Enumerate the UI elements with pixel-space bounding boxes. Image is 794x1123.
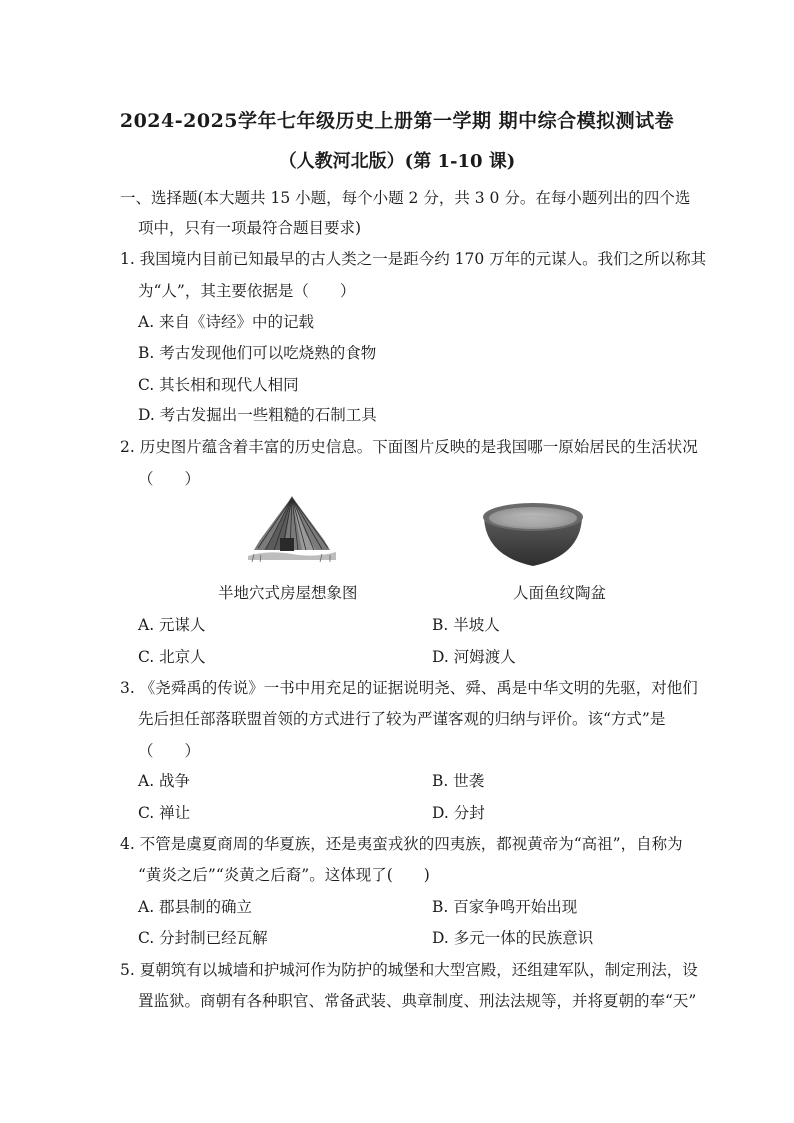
question-2-option-d: D. 河姆渡人 <box>432 648 516 666</box>
question-3-option-b: B. 世袭 <box>432 772 485 790</box>
question-3-stem-cont-2: （ ） <box>138 742 201 760</box>
exam-title: 2024-2025学年七年级历史上册第一学期 期中综合模拟测试卷 <box>119 110 675 132</box>
question-4-option-c: C. 分封制已经瓦解 <box>138 929 268 947</box>
question-3-stem: 3. 《尧舜禹的传说》一书中用充足的证据说明尧、舜、禹是中华文明的先驱，对他们 <box>120 679 698 697</box>
question-1-option-d: D. 考古发掘出一些粗糙的石制工具 <box>138 406 377 424</box>
section-heading-cont: 项中，只有一项最符合题目要求) <box>138 219 362 237</box>
question-3-option-d: D. 分封 <box>432 804 485 822</box>
question-2-stem-cont: （ ） <box>138 470 201 488</box>
question-5-stem: 5. 夏朝筑有以城墙和护城河作为防护的城堡和大型宫殿，还组建军队，制定刑法，设 <box>120 961 698 979</box>
image-caption-basin: 人面鱼纹陶盆 <box>513 584 607 602</box>
question-4-stem: 4. 不管是虞夏商周的华夏族，还是夷蛮戎狄的四夷族，都视黄帝为“高祖”，自称为 <box>120 835 683 853</box>
image-caption-house: 半地穴式房屋想象图 <box>218 584 358 602</box>
question-2-option-b: B. 半坡人 <box>432 616 500 634</box>
question-5-stem-cont: 置监狱。商朝有各种职官、常备武装、典章制度、刑法法规等，并将夏朝的奉“天” <box>138 992 697 1010</box>
question-1-option-a: A. 来自《诗经》中的记载 <box>138 313 315 331</box>
section-heading: 一、选择题(本大题共 15 小题，每个小题 2 分，共 3 0 分。在每小题列出的四个选 <box>120 189 691 207</box>
question-2-stem: 2. 历史图片蕴含着丰富的历史信息。下面图片反映的是我国哪一原始居民的生活状况 <box>120 438 698 456</box>
question-1-option-b: B. 考古发现他们可以吃烧熟的食物 <box>138 344 377 362</box>
question-3-option-c: C. 禅让 <box>138 804 191 822</box>
question-1-option-c: C. 其长相和现代人相同 <box>138 376 299 394</box>
painted-pottery-basin-image <box>480 500 586 570</box>
question-4-option-a: A. 郡县制的确立 <box>138 898 253 916</box>
question-3-stem-cont: 先后担任部落联盟首领的方式进行了较为严谨客观的归纳与评价。该“方式”是 <box>138 710 666 728</box>
question-4-stem-cont: “黄炎之后”“炎黄之后裔”。这体现了( ) <box>138 866 430 884</box>
question-1-stem-cont: 为“人”，其主要依据是（ ） <box>138 282 356 300</box>
question-1-stem: 1. 我国境内目前已知最早的古人类之一是距今约 170 万年的元谋人。我们之所以称其 <box>120 250 707 268</box>
question-3-option-a: A. 战争 <box>138 772 191 790</box>
question-2-option-c: C. 北京人 <box>138 648 206 666</box>
exam-subtitle: （人教河北版）(第 1-10 课) <box>278 151 516 172</box>
semi-subterranean-house-image <box>244 494 340 570</box>
question-4-option-d: D. 多元一体的民族意识 <box>432 929 594 947</box>
question-4-option-b: B. 百家争鸣开始出现 <box>432 898 578 916</box>
question-2-option-a: A. 元谋人 <box>138 616 206 634</box>
